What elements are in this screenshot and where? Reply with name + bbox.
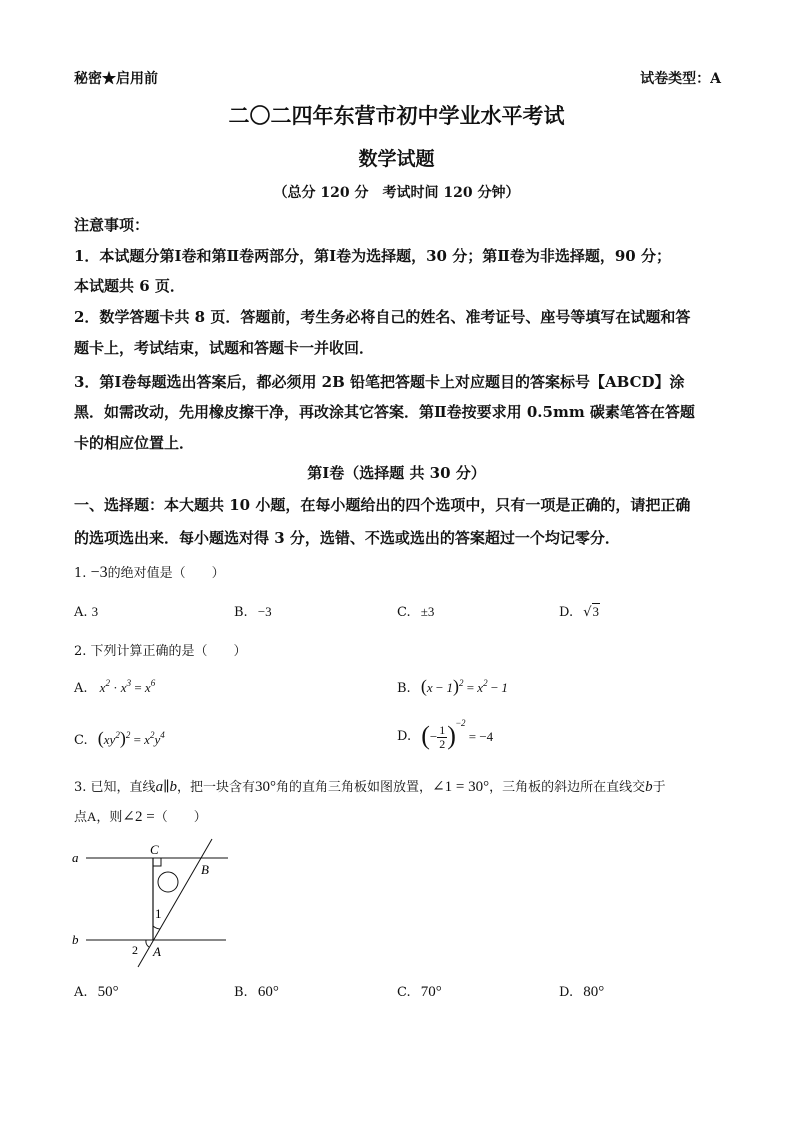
question-number: 1.	[74, 566, 87, 581]
q3-math: ∠1 = 30°	[432, 779, 490, 795]
q3-math: A	[87, 809, 97, 824]
notice-line: 题卡上，考试结束，试题和答题卡一并收回．	[74, 339, 375, 357]
section-instructions: 一、选择题：本大题共 10 小题，在每小题给出的四个选项中，只有一项是正确的，请把正确	[74, 496, 691, 514]
question-3	[74, 776, 666, 796]
label-angle-2: 2	[132, 943, 138, 957]
q3-math: a	[155, 779, 164, 795]
option-label: D.	[559, 985, 574, 1000]
q3-text: ，三角板的斜边所在直线交	[489, 780, 646, 795]
q2-text: 下列计算正确的是（ ）	[90, 644, 247, 659]
q2-option-d[interactable]	[397, 718, 493, 751]
option-value: 70°	[420, 984, 442, 1000]
exam-subtitle: 数学试题	[358, 148, 435, 170]
q1-option-c[interactable]	[397, 604, 434, 620]
option-label: B.	[234, 985, 248, 1000]
q3-text: 角的直角三角板如图放置，	[276, 780, 433, 795]
q1-text: 的绝对值是（ ）	[107, 566, 225, 581]
q3-figure	[64, 836, 244, 970]
math-expression: $x^2 \cdot x^3 = x^6$	[99, 678, 156, 695]
label-c: C	[150, 842, 159, 857]
option-value: ±3	[420, 604, 435, 619]
paper-type-label: 试卷类型：A	[640, 71, 721, 87]
notice-line: 3．第Ⅰ卷每题选出答案后，都必须用 2B 铅笔把答题卡上对应题目的答案标号【ABCD】涂	[74, 373, 685, 391]
angle-1-arc	[153, 926, 160, 929]
q3-math: 30°	[255, 779, 277, 795]
math-expression: (− $\frac{1}{2}$ )$^{-2}$ = −4	[421, 718, 494, 751]
option-label: C.	[74, 733, 88, 748]
notice-line: 2．数学答题卡共 8 页．答题前，考生务必将自己的姓名、准考证号、座号等填写在试题和答	[74, 308, 691, 326]
q3-math: ∠2 =	[122, 809, 155, 825]
label-b: b	[72, 932, 79, 947]
triangle-hole	[158, 872, 178, 892]
q2-option-a[interactable]	[74, 678, 155, 696]
q2-option-b[interactable]	[397, 676, 508, 697]
question-number: 2.	[74, 644, 87, 659]
notice-line: 1．本试题分第Ⅰ卷和第Ⅱ卷两部分，第Ⅰ卷为选择题，30 分；第Ⅱ卷为非选择题，90 分；	[74, 247, 671, 265]
sqrt-expression: √3	[583, 604, 600, 620]
option-label: B.	[234, 605, 248, 620]
question-2	[74, 640, 247, 659]
question-number: 3.	[74, 780, 87, 795]
angle-2-arc	[146, 940, 149, 947]
label-angle-1: 1	[155, 906, 162, 921]
section-instructions: 的选项选出来．每小题选对得 3 分，选错、不选或选出的答案超过一个均记零分．	[74, 529, 620, 547]
option-label: B.	[397, 681, 411, 696]
option-label: A.	[74, 681, 88, 696]
exam-title: 二〇二四年东营市初中学业水平考试	[228, 103, 565, 128]
q3-text: ，则	[96, 810, 123, 825]
notice-line: 本试题共 6 页．	[74, 277, 185, 295]
option-label: D.	[397, 729, 412, 744]
option-value: −3	[257, 604, 272, 619]
q1-value: −3	[90, 564, 108, 581]
question-3-line-2	[74, 806, 207, 826]
section-heading: 第Ⅰ卷（选择题 共 30 分）	[307, 464, 486, 482]
q2-option-c[interactable]	[74, 728, 165, 749]
q3-option-a[interactable]	[74, 984, 119, 1001]
q3-math: b	[169, 779, 178, 795]
right-angle-mark	[153, 858, 161, 866]
option-label: C.	[397, 985, 411, 1000]
math-expression: $(xy^2)^2 = x^2y^4$	[97, 728, 165, 748]
q3-text: 于	[652, 780, 666, 795]
option-label: A.	[74, 985, 88, 1000]
exam-info: （总分 120 分 考试时间 120 分钟）	[273, 185, 520, 201]
option-value: 3	[592, 604, 600, 619]
option-value: 80°	[583, 984, 605, 1000]
notice-line: 黑．如需改动，先用橡皮擦干净，再改涂其它答案．第Ⅱ卷按要求用 0.5mm 碳素笔答在答题	[74, 403, 695, 421]
q3-math: b	[645, 779, 653, 795]
option-label: C.	[397, 605, 411, 620]
label-a-point: A	[153, 944, 161, 959]
option-value: 3	[91, 604, 99, 619]
option-label: A.	[74, 605, 88, 620]
q3-text: （ ）	[154, 810, 207, 825]
option-value: 60°	[257, 984, 279, 1000]
question-1	[74, 562, 225, 582]
q3-option-b[interactable]	[234, 984, 279, 1001]
q3-math: ∥	[163, 780, 170, 795]
q1-option-d[interactable]	[559, 604, 600, 620]
option-value: 50°	[97, 984, 119, 1000]
notice-line: 卡的相应位置上．	[74, 434, 195, 452]
q3-text: 已知，直线	[90, 780, 156, 795]
confidential-label: 秘密★启用前	[74, 71, 158, 87]
q3-text: ，把一块含有	[177, 780, 256, 795]
label-b-point: B	[201, 862, 209, 877]
notice-heading: 注意事项：	[74, 216, 150, 234]
option-label: D.	[559, 605, 574, 620]
q3-option-d[interactable]	[559, 984, 604, 1001]
label-a: a	[72, 850, 79, 865]
q3-option-c[interactable]	[397, 984, 442, 1001]
q1-option-a[interactable]	[74, 604, 98, 620]
q1-option-b[interactable]	[234, 604, 272, 620]
math-expression: $(x - 1)^2 = x^2 - 1$	[420, 676, 508, 696]
q3-text: 点	[74, 810, 88, 825]
